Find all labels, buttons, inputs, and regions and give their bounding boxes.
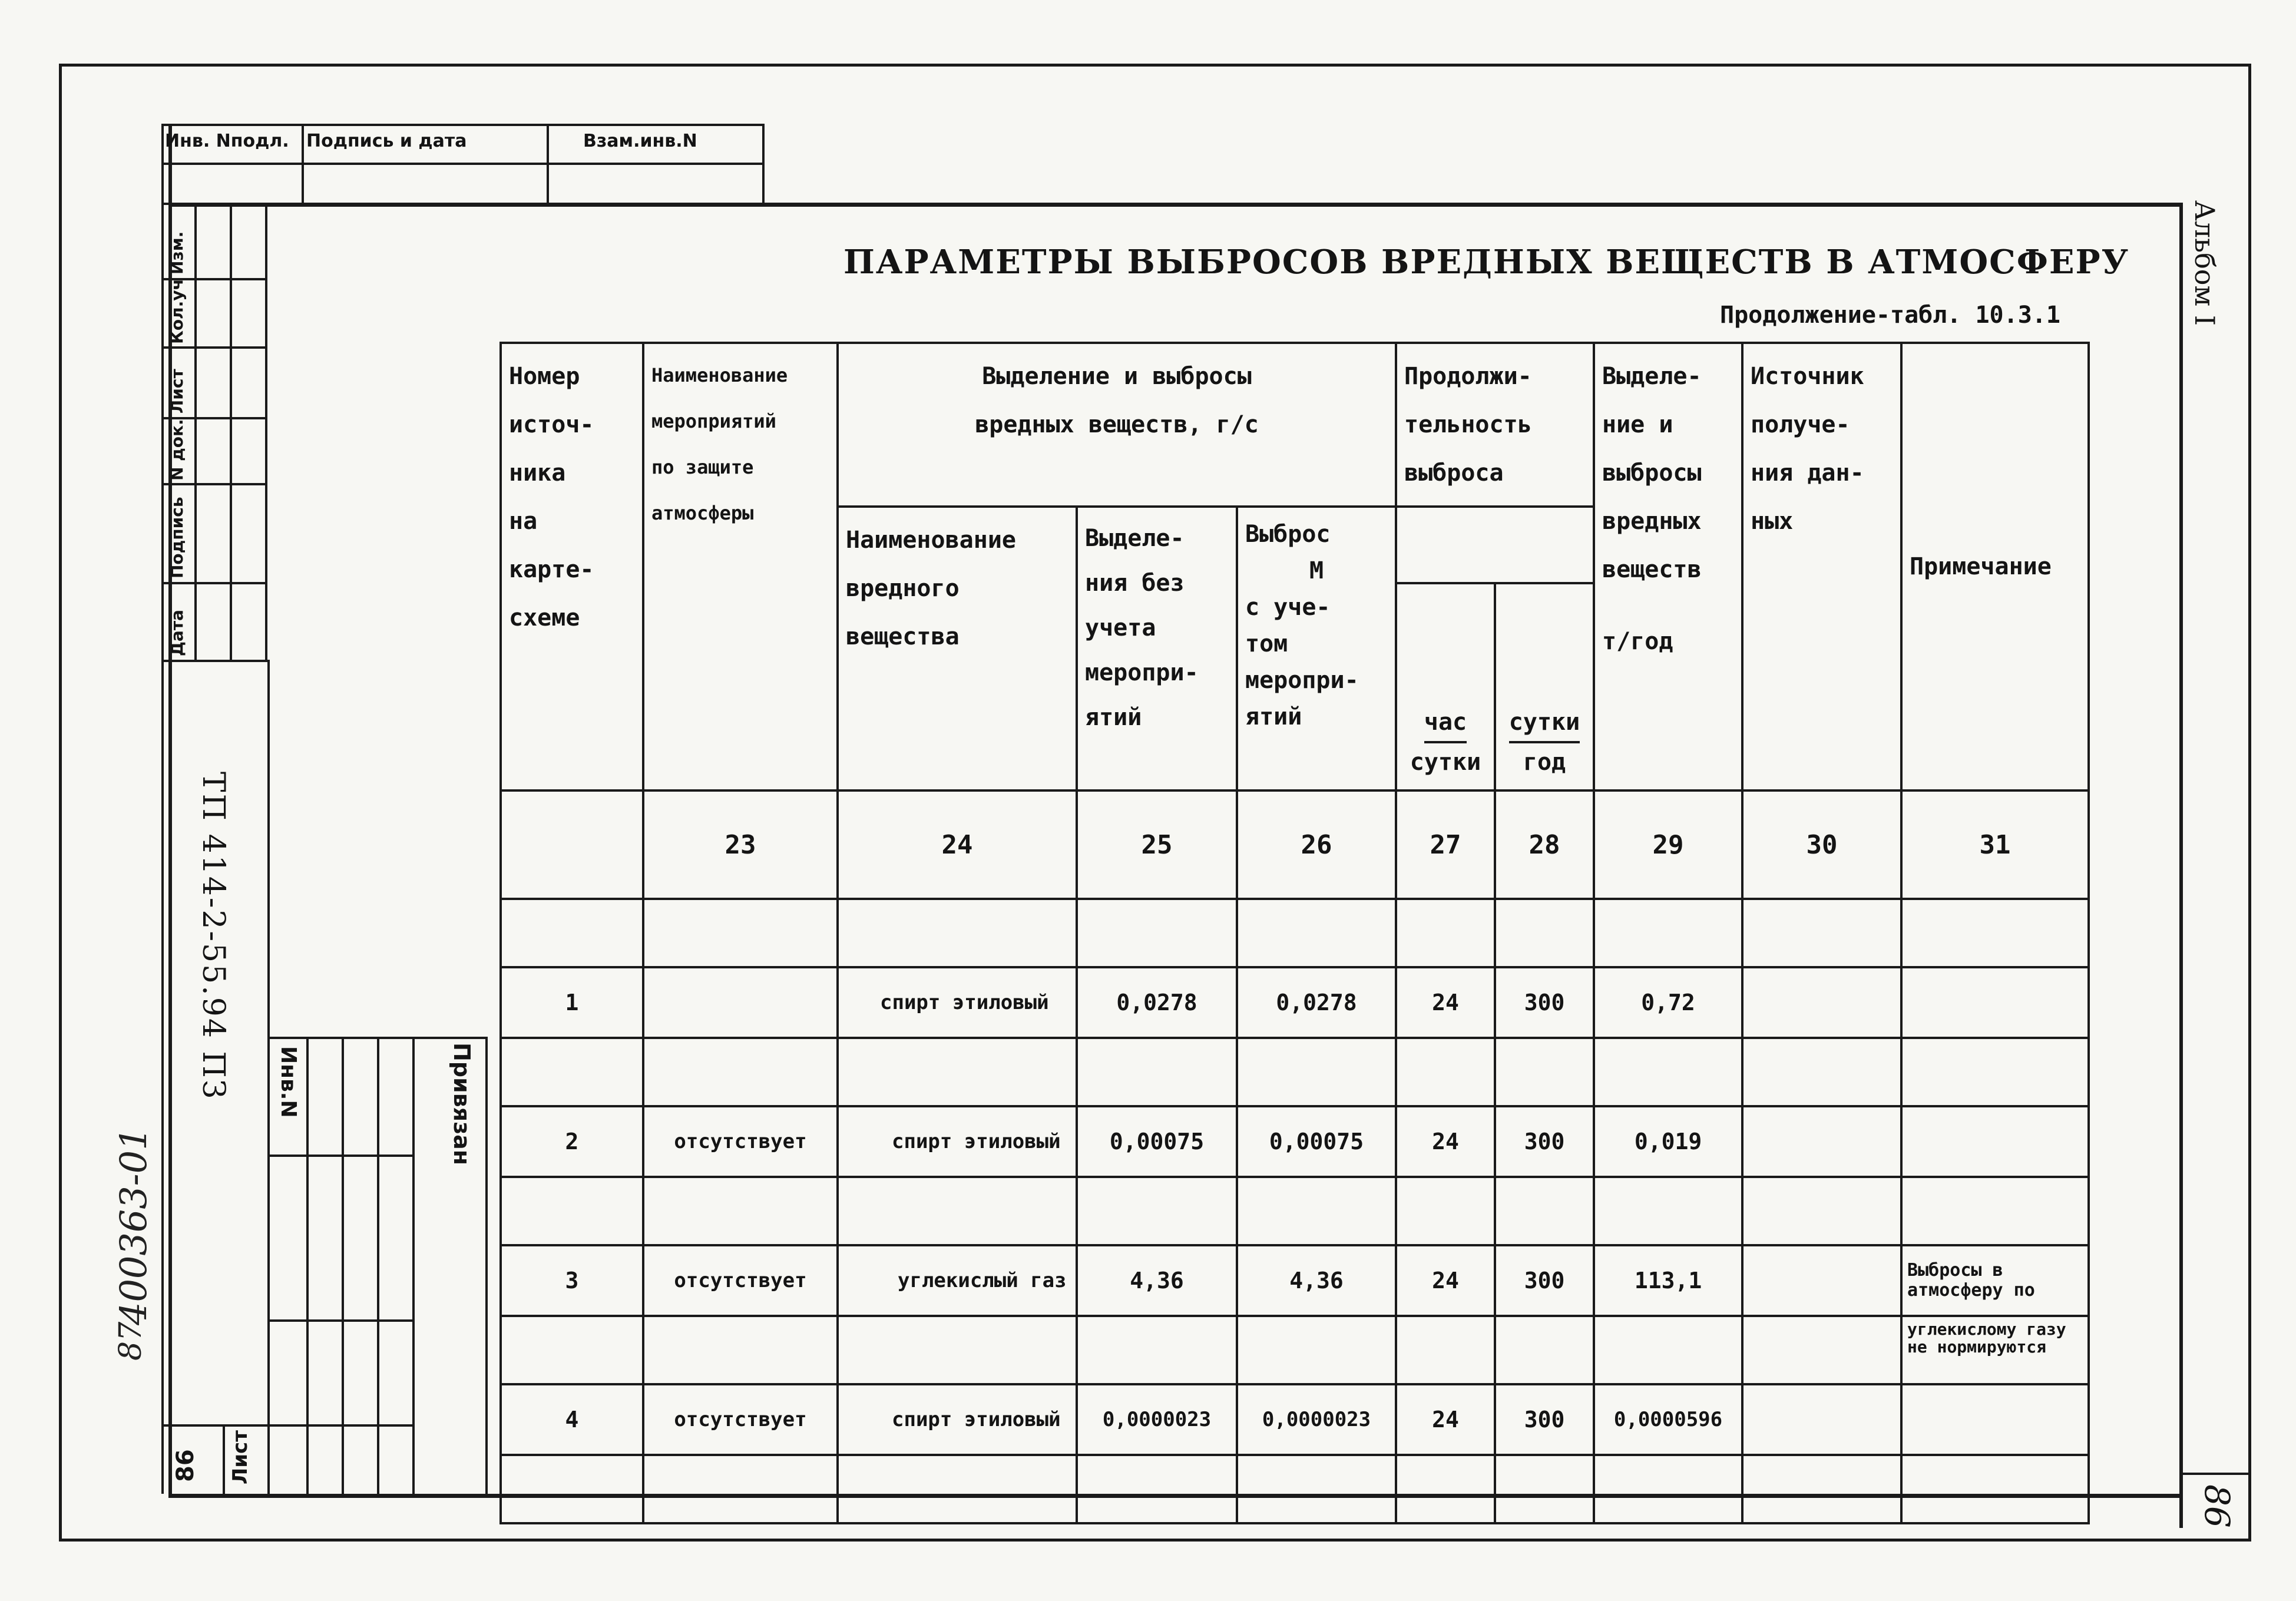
album-label: Альбом I	[2189, 200, 2221, 326]
row4-source	[1742, 1384, 1901, 1455]
row2-substance: спирт этиловый	[838, 1106, 1077, 1177]
outer-frame-right	[2248, 64, 2251, 1541]
colnum-24: 24	[838, 790, 1077, 899]
row4-with: 0,0000023	[1237, 1384, 1396, 1455]
code-column-left	[161, 660, 164, 1494]
row4-number: 4	[501, 1384, 643, 1455]
row3-tyear: 113,1	[1594, 1245, 1742, 1316]
row1-source	[1742, 967, 1901, 1038]
header-without-measures: Выделе- ния без учета меропри- ятий	[1077, 507, 1237, 790]
row3-with: 4,36	[1237, 1245, 1396, 1316]
row3-without: 4,36	[1077, 1245, 1237, 1316]
row2-number: 2	[501, 1106, 643, 1177]
row2-tyear: 0,019	[1594, 1106, 1742, 1177]
row1-measure	[643, 967, 838, 1038]
sheet-number: 86	[172, 1449, 199, 1482]
row4-days: 300	[1495, 1384, 1594, 1455]
stamp-podpis: Подпись	[167, 497, 187, 578]
row4-tyear: 0,0000596	[1594, 1384, 1742, 1455]
sheet-box-divider	[223, 1424, 225, 1494]
header-annual-release: Выделе- ние и выбросы вредных веществ т/год	[1594, 343, 1742, 790]
stamp-data: Дата	[167, 610, 187, 656]
header-release-group: Выделение и выбросы вредных веществ, г/с	[838, 343, 1396, 507]
header-with-measures: Выброс М с уче- том меропри- ятий	[1237, 507, 1396, 790]
header-note: Примечание	[1901, 343, 2089, 790]
row3-number: 3	[501, 1245, 643, 1316]
stamp-izm: Изм.	[167, 231, 187, 274]
row3-source	[1742, 1245, 1901, 1316]
sheet-box-top	[161, 1424, 270, 1427]
handwritten-inv-number: 400363-01	[112, 1127, 155, 1325]
header-substance-name: Наименование вредного вещества	[838, 507, 1077, 790]
row3-substance: углекислый газ	[838, 1245, 1077, 1316]
page-title: ПАРАМЕТРЫ ВЫБРОСОВ ВРЕДНЫХ ВЕЩЕСТВ В АТМОСФЕРУ	[843, 243, 2130, 282]
outer-frame-bottom	[59, 1539, 2251, 1542]
colnum-30: 30	[1742, 790, 1901, 899]
table-row	[501, 1245, 2089, 1316]
row1-hours: 24	[1396, 967, 1495, 1038]
row3-note-continued: углекислому газу не нормируются	[1901, 1316, 2089, 1384]
row1-with: 0,0278	[1237, 967, 1396, 1038]
outer-frame-top	[59, 64, 2251, 67]
row2-source	[1742, 1106, 1901, 1177]
stamp-vzam-inv: Взам.инв.N	[583, 131, 697, 151]
row4-hours: 24	[1396, 1384, 1495, 1455]
doc-code: ТП 414-2-55.94 ПЗ	[196, 772, 231, 1101]
row4-note	[1901, 1384, 2089, 1455]
inner-frame-right	[2179, 203, 2183, 1528]
row1-days: 300	[1495, 967, 1594, 1038]
header-measures: Наименование мероприятий по защите атмосферы	[643, 343, 838, 790]
row2-without: 0,00075	[1077, 1106, 1237, 1177]
header-duration-group: Продолжи- тельность выброса	[1396, 343, 1594, 507]
stamp-sign-date: Подпись и дата	[306, 131, 467, 151]
row2-note	[1901, 1106, 2089, 1177]
colnum-25: 25	[1077, 790, 1237, 899]
header-days-per-year: сутки год	[1495, 583, 1594, 790]
colnum-27: 27	[1396, 790, 1495, 899]
row1-note	[1901, 967, 2089, 1038]
row2-with: 0,00075	[1237, 1106, 1396, 1177]
row1-substance: спирт этиловый	[838, 967, 1077, 1038]
stamp-inv-orig: Инв. Nподл.	[165, 131, 289, 151]
outer-frame-left	[59, 64, 62, 1541]
table-row	[501, 1106, 2089, 1177]
stamp-list: Лист	[167, 369, 187, 414]
header-hours-per-day: час сутки	[1396, 583, 1495, 790]
row3-days: 300	[1495, 1245, 1594, 1316]
page-number-right: 86	[2197, 1484, 2237, 1528]
emissions-table	[499, 342, 2090, 1524]
row1-without: 0,0278	[1077, 967, 1237, 1038]
row3-hours: 24	[1396, 1245, 1495, 1316]
row4-measure: отсутствует	[643, 1384, 838, 1455]
sheet-label: Лист	[229, 1430, 252, 1484]
table-row	[501, 1384, 2089, 1455]
stamp-ndok: N док.	[167, 419, 187, 481]
colnum-28: 28	[1495, 790, 1594, 899]
row1-number: 1	[501, 967, 643, 1038]
colnum-29: 29	[1594, 790, 1742, 899]
row1-tyear: 0,72	[1594, 967, 1742, 1038]
header-source-number: Номер источ- ника на карте- схеме	[501, 343, 643, 790]
table-row	[501, 967, 2089, 1038]
row3-note: Выбросы в атмосферу по	[1901, 1245, 2089, 1316]
row4-substance: спирт этиловый	[838, 1384, 1077, 1455]
row3-measure: отсутствует	[643, 1245, 838, 1316]
table-continuation: Продолжение-табл. 10.3.1	[1720, 302, 2060, 329]
right-page-box-top	[2179, 1473, 2251, 1475]
privyazan-label: Привязан	[449, 1043, 475, 1166]
colnum-23: 23	[643, 790, 838, 899]
handwritten-sheet-number: 87	[113, 1321, 148, 1361]
colnum-26: 26	[1237, 790, 1396, 899]
row4-without: 0,0000023	[1077, 1384, 1237, 1455]
code-column-right	[267, 660, 270, 1494]
colnum-31: 31	[1901, 790, 2089, 899]
header-data-source: Источник получе- ния дан- ных	[1742, 343, 1901, 790]
stamp-kolich: Кол.уч	[167, 279, 187, 344]
row2-days: 300	[1495, 1106, 1594, 1177]
inv-n-label: Инв.N	[276, 1046, 300, 1118]
row2-hours: 24	[1396, 1106, 1495, 1177]
row2-measure: отсутствует	[643, 1106, 838, 1177]
column-number-row	[501, 790, 2089, 899]
